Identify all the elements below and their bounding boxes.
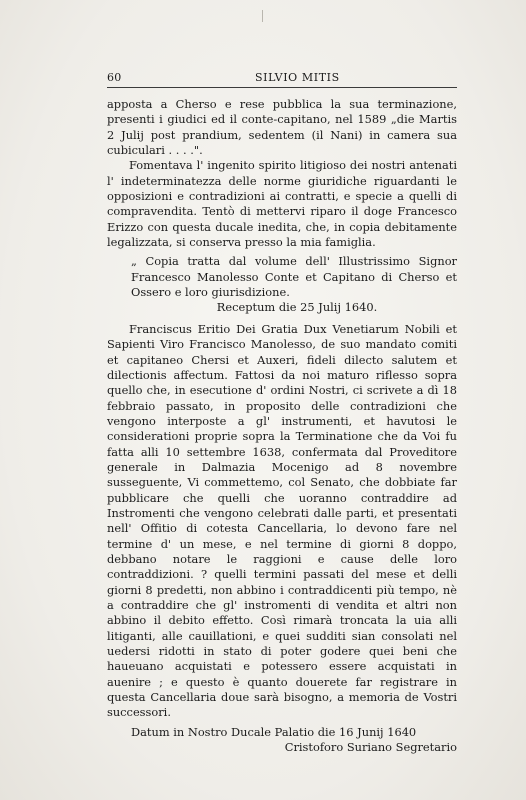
page-number: 60 [107, 71, 122, 84]
running-head: SILVIO MITIS [255, 71, 340, 84]
page-body [107, 97, 457, 759]
paragraph-continuation: apposta a Cherso e rese pubblica la sua terminazione, presenti i giudici ed il conte-capitano, nel 1589 „die Martis 2 Julij post prandium, sedentem (il Nani) in camera sua cubiculari . . . .". [107, 97, 457, 158]
page-edge-mark [262, 10, 263, 22]
secretary-signature: Cristoforo Suriano Segretario [284, 739, 457, 754]
paragraph-fomentava: Fomentava l' ingenito spirito litigioso dei nostri antenati l' indeterminatezza delle norme giuridiche riguardanti le opposizioni e contradizioni ai contratti, e specie a quelli di compravendita. Tentò di mettervi riparo il doge Francesco Erizzo con questa ducale inedita, che, in copia debitamente legalizzata, si conserva presso la mia famiglia. [107, 158, 457, 250]
dating-line: Datum in Nostro Ducale Palatio die 16 Junij 1640 [131, 724, 417, 739]
ducal-letter-text: Franciscus Eritio Dei Gratia Dux Venetiarum Nobili et Sapienti Viro Francisco Manolesso, de suo mandato comiti et capitaneo Chersi et Auxeri, fideli dilecto salutem et dilectionis affectum. Fattosi da noi maturo riflesso sopra quello che, in esecutione d' ordini Nostri, ci scrivete a dì 18 febbraio passato, in proposito delle contradizioni che vengono interposte a gl' instrumenti, et havutosi le considerationi proprie sopra la Terminatione che da Voi fu fatta alli 10 settembre 1638, confermata dal Proveditore generale in Dalmazia Mocenigo ad 8 novembre susseguente, Vi commettemo, col Senato, che dobbiate far pubblicare che quelli che uoranno contraddire ad Instromenti che vengono celebrati dalle parti, et presentati nell' Offitio di cotesta Cancellaria, lo devono fare nel termine d' un mese, e nel termine di giorni 8 doppo, debbano notare le raggioni e cause delle loro contraddizioni. ? quelli termini passati del mese et delli giorni 8 predetti, non abbino i contraddicenti più tempo, nè a contraddire che gl' instromenti di vendita et altri non abbino il debito effetto. Così rimarà troncata la uia alli litiganti, alle cauillationi, e quei sudditi sian consolati nel uedersi ridotti in stato di poter godere quei beni che haueuano acquistati e potessero essere acquistati in auenire ; e questo è quanto douerete far registrare in questa Cancellaria doue sarà bisogno, a memoria de Vostri successori. [107, 321, 457, 720]
receptum-line: Receptum die 25 Julij 1640. [216, 300, 378, 315]
header-rule [107, 87, 457, 88]
page-header [107, 71, 457, 87]
quoted-copy-heading: „ Copia tratta dal volume dell' Illustrissimo Signor Francesco Manolesso Conte et Capitano di Cherso et Ossero e loro giurisdizione. [131, 254, 457, 300]
signature-block [107, 725, 457, 759]
